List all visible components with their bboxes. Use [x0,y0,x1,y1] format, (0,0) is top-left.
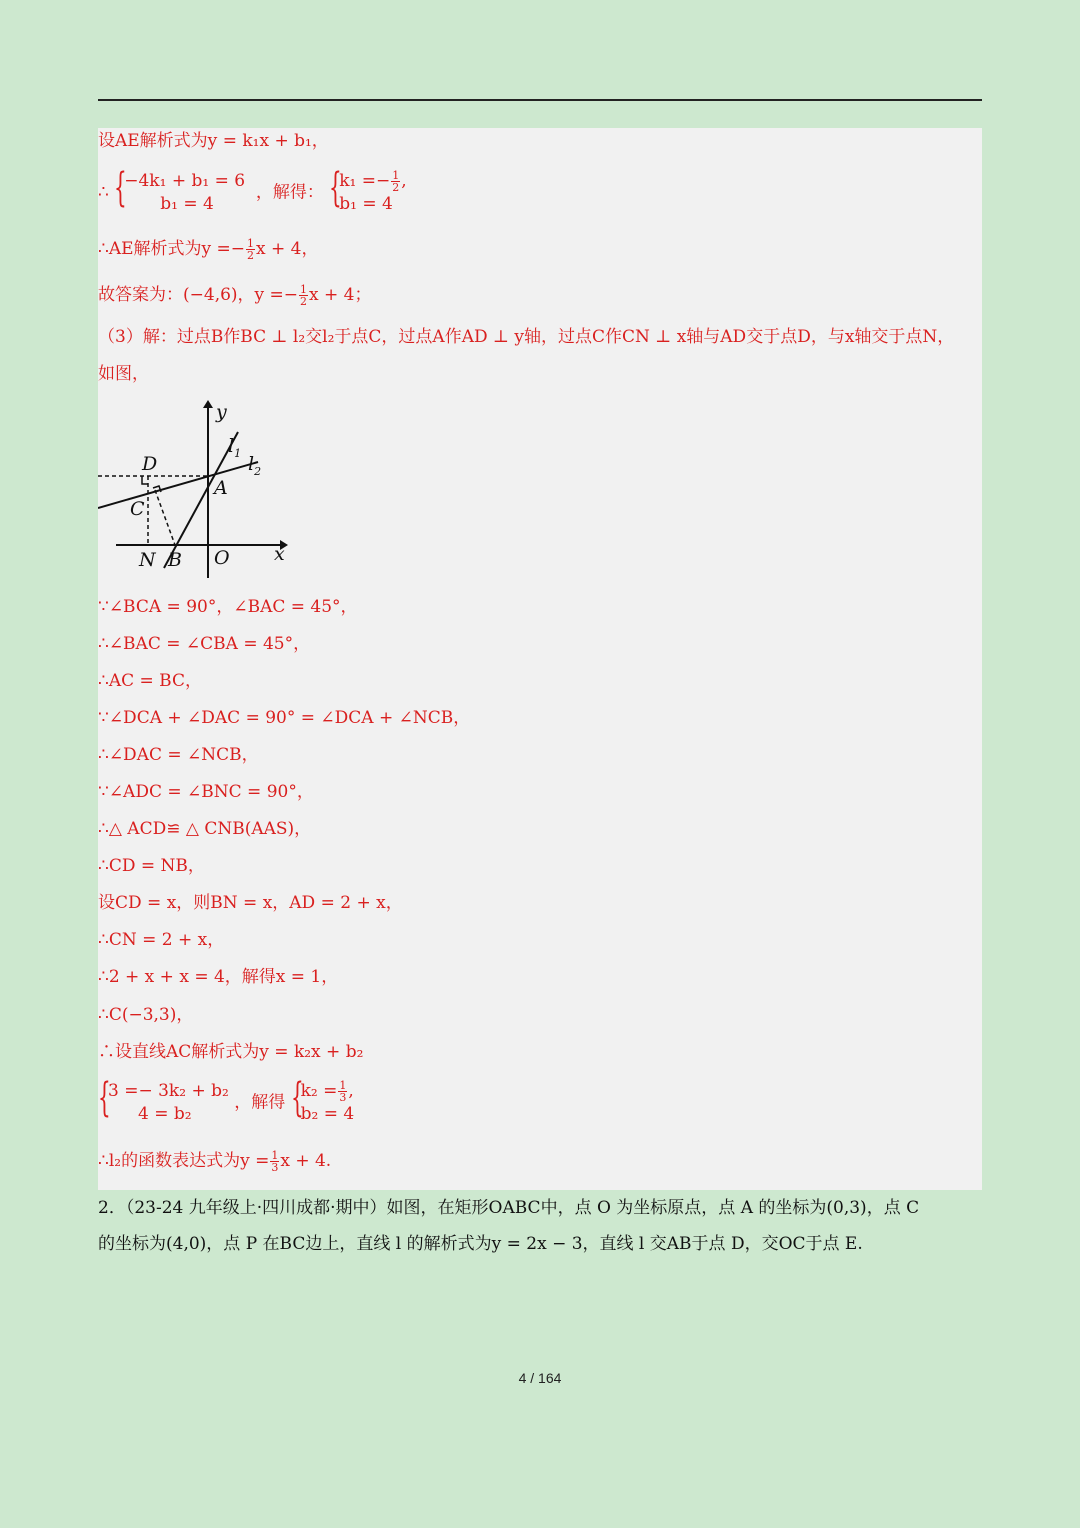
page-number: 4 / 164 [518,1370,562,1386]
answer-line: ∴△ ACD≌ △ CNB(AAS)， [98,819,312,839]
line-l2-label: $l_2$ [248,453,262,478]
point-c-label: C [130,498,145,520]
answer-line: ∴2 + x + x = 4，解得x = 1， [98,967,339,987]
answer-line: ∴∠DAC = ∠NCB， [98,745,259,765]
equation-system-line [98,1075,355,1126]
fraction: $\frac{1}{2}$ [247,237,254,262]
system-row: b₁ = 4 [160,194,214,214]
answer-line: ∴AC = BC， [98,671,202,691]
x-axis-label: x [274,543,285,565]
equation-system: { k₂ = $\frac{1}{3}$ , b₂ = 4 [290,1075,355,1124]
answer-block [98,128,982,1190]
system-row: −4k₁ + b₁ = 6 [124,171,246,191]
answer-line: ∴CN = 2 + x， [98,930,225,950]
geometry-figure [98,400,298,580]
question-2 [98,1190,982,1262]
line-l1-label: $l_1$ [228,435,242,460]
question-line: 2．（23-24 九年级上·四川成都·期中）如图，在矩形OABC中，点 O 为坐标原点，点 A 的坐标为(0,3)，点 C [98,1198,920,1218]
answer-line: ∵∠ADC = ∠BNC = 90°， [98,782,314,802]
system-row: k₂ = [300,1081,338,1101]
answer-line: ∴∠BAC = ∠CBA = 45°， [98,634,311,654]
answer-line: ∴l₂的函数表达式为y = $\frac{1}{3}$ x + 4. [98,1149,332,1174]
equation-system: { k₁ =− $\frac{1}{2}$ , b₁ = 4 [329,165,407,214]
text: ，解得 [234,1092,286,1113]
point-a-label: A [214,477,228,499]
equation-system-line: ∴ { −4k₁ + b₁ = 6 b₁ = 4 ，解得： { k₁ =− $\frac{1}{2}$ , b₁ = 4 [98,165,407,214]
answer-line: 设CD = x，则BN = x，AD = 2 + x， [98,893,403,913]
answer-line: 故答案为：(−4,6)，y =− $\frac{1}{2}$ x + 4； [98,283,372,308]
fraction: $\frac{1}{2}$ [300,283,308,308]
question-line: 的坐标为(4,0)，点 P 在BC边上，直线 l 的解析式为y = 2x − 3，直线 l 交AB于点 D，交OC于点 E. [98,1234,863,1254]
fraction: $\frac{1}{2}$ [392,169,400,194]
equation-system: { 3 =− 3k₂ + b₂ 4 = b₂ [98,1075,229,1124]
answer-line: ∴AE解析式为y =− $\frac{1}{2}$ x + 4， [98,237,319,262]
y-axis-label: y [216,401,227,423]
fraction: $\frac{1}{3}$ [271,1149,279,1174]
system-row: 3 =− 3k₂ + b₂ [108,1081,229,1101]
answer-line: 如图， [98,364,149,384]
system-row: b₂ = 4 [300,1104,355,1124]
answer-line: ∵∠DCA + ∠DAC = 90° = ∠DCA + ∠NCB， [98,708,471,728]
point-b-label: B [168,549,182,571]
answer-line: ∴C(−3,3)， [98,1005,194,1025]
answer-line: 设AE解析式为y = k₁x + b₁， [98,131,329,151]
answer-line: ∴CD = NB， [98,856,205,876]
system-row: 4 = b₂ [138,1104,192,1124]
system-row: k₁ =− [339,171,391,191]
system-row: b₁ = 4 [339,194,393,214]
fraction: $\frac{1}{3}$ [339,1079,347,1104]
equation-system: { −4k₁ + b₁ = 6 b₁ = 4 [114,165,246,214]
point-n-label: N [139,549,156,571]
answer-line: ∴设直线AC解析式为y = k₂x + b₂ [98,1042,364,1062]
answer-line: （3）解：过点B作BC ⊥ l₂交l₂于点C，过点A作AD ⊥ y轴，过点C作CN ⊥ x轴与AD交于点D，与x轴交于点N， [98,327,955,347]
point-d-label: D [142,453,158,475]
answer-line: ∵∠BCA = 90°，∠BAC = 45°， [98,597,358,617]
header-rule [98,99,982,101]
origin-label: O [214,547,230,569]
text: 解得： [272,182,324,203]
